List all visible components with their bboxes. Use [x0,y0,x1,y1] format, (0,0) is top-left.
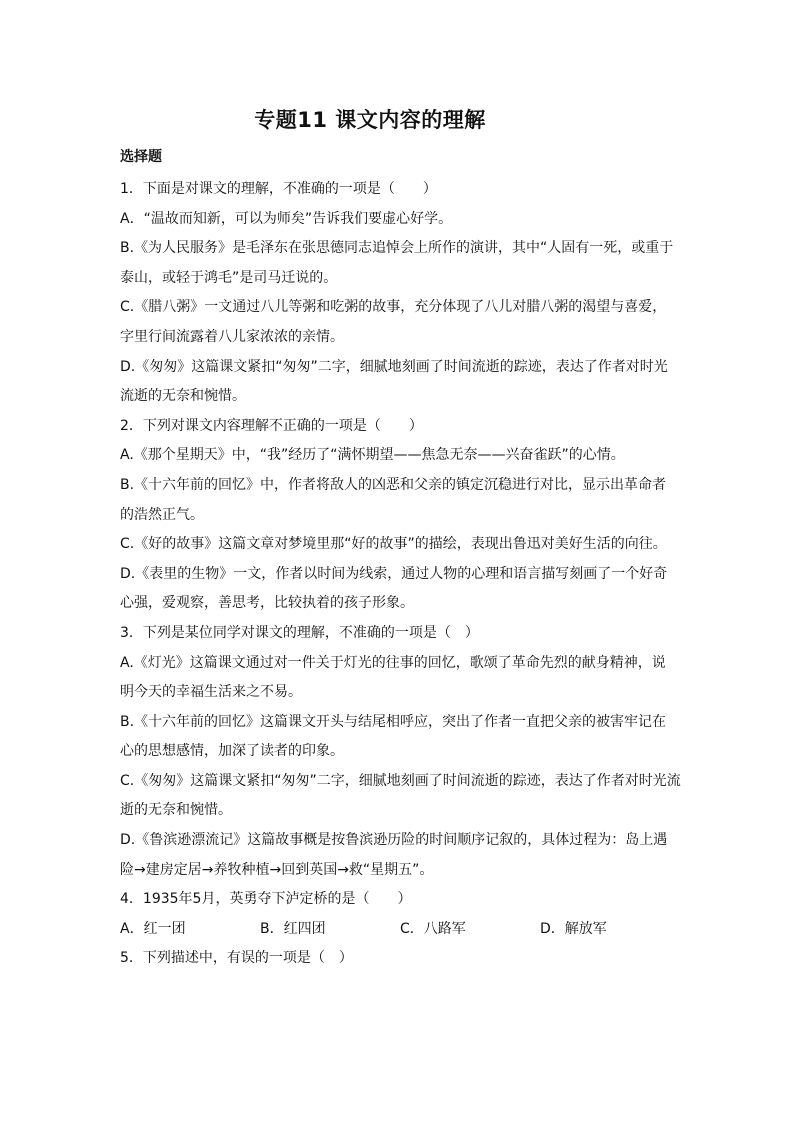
question-3-option-b: B.《十六年前的回忆》这篇课文开头与结尾相呼应，突出了作者一直把父亲的被害牢记在 [120,713,667,730]
section-heading: 选择题 [120,149,162,165]
question-1-option-b-cont: 泰山，或轻于鸿毛”是司马迁说的。 [120,269,338,286]
question-2-option-d: D.《表里的生物》一文，作者以时间为线索，通过人物的心理和语言描写刻画了一个好奇 [120,565,668,582]
question-4-options [120,915,680,945]
question-2-option-b-cont: 的浩然正气。 [120,506,204,523]
question-2-option-a: A.《那个星期天》中，“我”经历了“满怀期望——焦急无奈——兴奋雀跃”的心情。 [120,447,625,464]
question-2-option-d-cont: 心强，爱观察，善思考，比较执着的孩子形象。 [120,595,414,612]
question-5-stem: 5．下列描述中，有误的一项是（ ） [120,950,353,967]
question-2-stem: 2．下列对课文内容理解不正确的一项是（ ） [120,417,423,434]
question-3-option-c: C.《匆匆》这篇课文紧扣“匆匆”二字，细腻地刻画了时间流逝的踪迹，表达了作者对时光流 [120,772,681,789]
question-4-option-b: B．红四团 [260,920,326,937]
question-3-option-a: A.《灯光》这篇课文通过对一件关于灯光的往事的回忆，歌颂了革命先烈的献身精神，说 [120,654,666,671]
page-title: 专题11 课文内容的理解 [254,108,486,132]
question-1-stem: 1．下面是对课文的理解，不准确的一项是（ ） [120,181,437,197]
question-1-option-d-cont: 流逝的无奈和惋惜。 [120,388,246,405]
question-4-option-d: D．解放军 [540,920,607,937]
question-2-option-b: B.《十六年前的回忆》中，作者将敌人的凶恶和父亲的镇定沉稳进行对比，显示出革命者 [120,476,667,493]
question-list [120,175,680,974]
question-3-option-d-cont: 险→建房定居→养牧种植→回到英国→救“星期五”。 [120,861,434,878]
question-3-stem: 3．下列是某位同学对课文的理解，不准确的一项是（ ） [120,624,479,641]
question-4-option-c: C．八路军 [400,920,466,937]
question-3-option-c-cont: 逝的无奈和惋惜。 [120,802,232,819]
question-4-option-a: A．红一团 [120,920,186,937]
question-3-option-d: D.《鲁滨逊漂流记》这篇故事概是按鲁滨逊历险的时间顺序记叙的，具体过程为：岛上遇 [120,832,668,849]
question-3-option-b-cont: 心的思想感情，加深了读者的印象。 [120,743,344,760]
question-1-option-a: A．“温故而知新，可以为师矣”告诉我们要虚心好学。 [120,210,453,227]
question-2-option-c: C.《好的故事》这篇文章对梦境里那“好的故事”的描绘，表现出鲁迅对美好生活的向往。 [120,536,667,553]
question-1-option-c: C.《腊八粥》一文通过八儿等粥和吃粥的故事，充分体现了八儿对腊八粥的渴望与喜爱， [120,299,667,316]
question-3-option-a-cont: 明今天的幸福生活来之不易。 [120,684,302,701]
question-1-option-d: D.《匆匆》这篇课文紧扣“匆匆”二字，细腻地刻画了时间流逝的踪迹，表达了作者对时光 [120,358,668,375]
question-1-option-c-cont: 字里行间流露着八儿家浓浓的亲情。 [120,328,344,345]
question-1-option-b: B.《为人民服务》是毛泽东在张思德同志追悼会上所作的演讲，其中“人固有一死，或重于 [120,240,674,257]
question-4-stem: 4．1935年5月，英勇夺下泸定桥的是（ ） [120,891,412,908]
